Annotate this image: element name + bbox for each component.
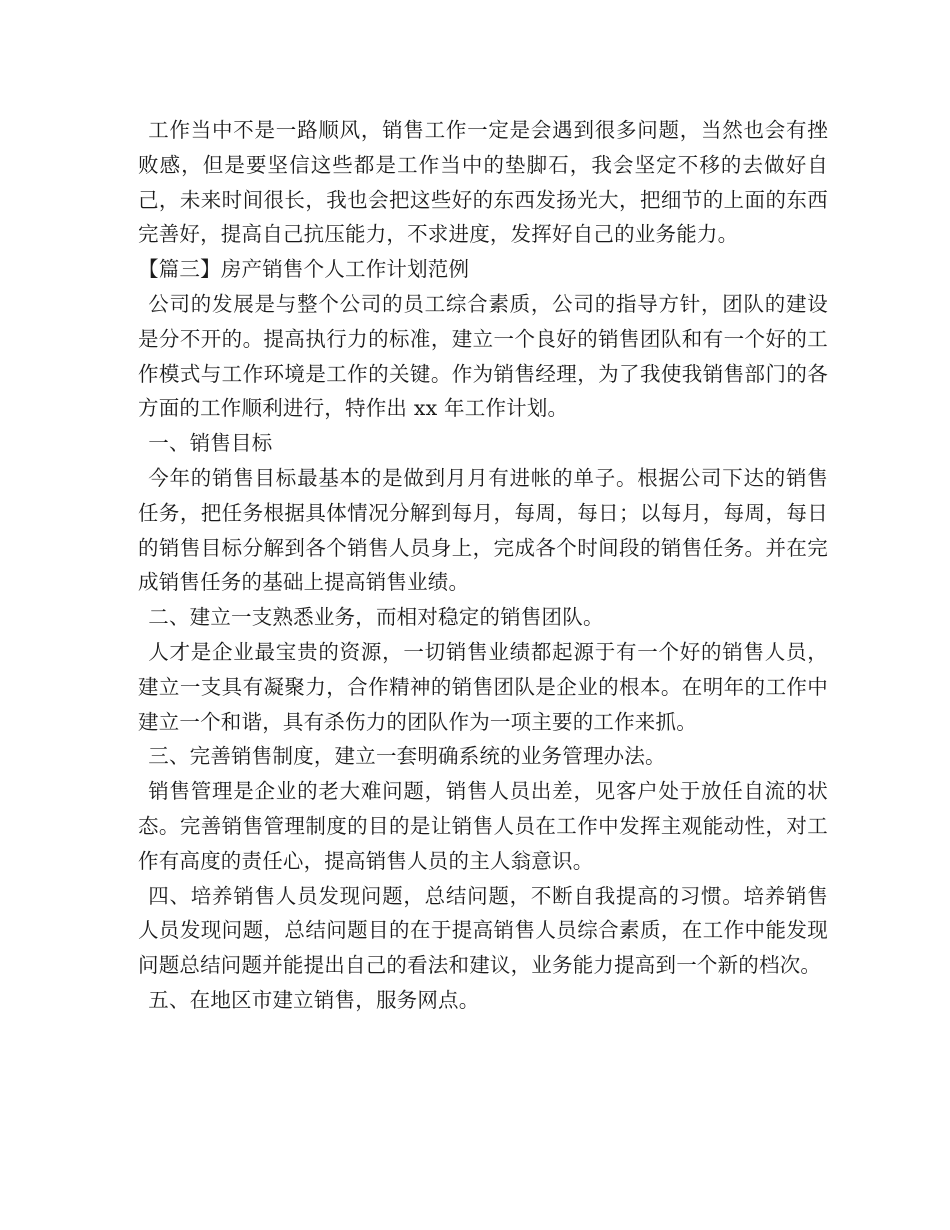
- heading-sales-team: 二、建立一支熟悉业务，而相对稳定的销售团队。: [148, 605, 604, 630]
- heading-service-outlets: 五、在地区市建立销售，服务网点。: [148, 987, 480, 1012]
- section-heading-part-three: 【篇三】房产销售个人工作计划范例: [138, 257, 470, 282]
- heading-sales-system: 三、完善销售制度，建立一套明确系统的业务管理办法。: [148, 744, 666, 769]
- paragraph-persistence: 工作当中不是一路顺风，销售工作一定是会遇到很多问题，当然也会有挫败感，但是要坚信这些都是工作当中的垫脚石，我会坚定不移的去做好自己，未来时间很长，我也会把这些好的东西发扬光大，把细节的上面的东西完善好，提高自己抗压能力，不求进度，发挥好自己的业务能力。: [138, 118, 828, 247]
- heading-sales-target: 一、销售目标: [148, 431, 273, 456]
- paragraph-training-habits: 四、培养销售人员发现问题，总结问题，不断自我提高的习惯。培养销售人员发现问题，总结问题目的在于提高销售人员综合素质，在工作中能发现问题总结问题并能提出自己的看法和建议，业务能力提高到一个新的档次。: [138, 883, 828, 978]
- paragraph-sales-target: 今年的销售目标最基本的是做到月月有进帐的单子。根据公司下达的销售任务，把任务根据具体情况分解到每月，每周，每日；以每月，每周，每日的销售目标分解到各个销售人员身上，完成各个时间段的销售任务。并在完成销售任务的基础上提高销售业绩。: [138, 465, 828, 595]
- paragraph-sales-team: 人才是企业最宝贵的资源，一切销售业绩都起源于有一个好的销售人员，建立一支具有凝聚力，合作精神的销售团队是企业的根本。在明年的工作中建立一个和谐，具有杀伤力的团队作为一项主要的工作来抓。: [138, 639, 828, 734]
- paragraph-intro: 公司的发展是与整个公司的员工综合素质，公司的指导方针，团队的建设是分不开的。提高执行力的标准，建立一个良好的销售团队和有一个好的工作模式与工作环境是工作的关键。作为销售经理，为了我使我销售部门的各方面的工作顺利进行，特作出 xx 年工作计划。: [138, 291, 828, 421]
- document-page: [138, 113, 828, 1018]
- paragraph-sales-system: 销售管理是企业的老大难问题，销售人员出差，见客户处于放任自流的状态。完善销售管理制度的目的是让销售人员在工作中发挥主观能动性，对工作有高度的责任心，提高销售人员的主人翁意识。: [138, 779, 828, 873]
